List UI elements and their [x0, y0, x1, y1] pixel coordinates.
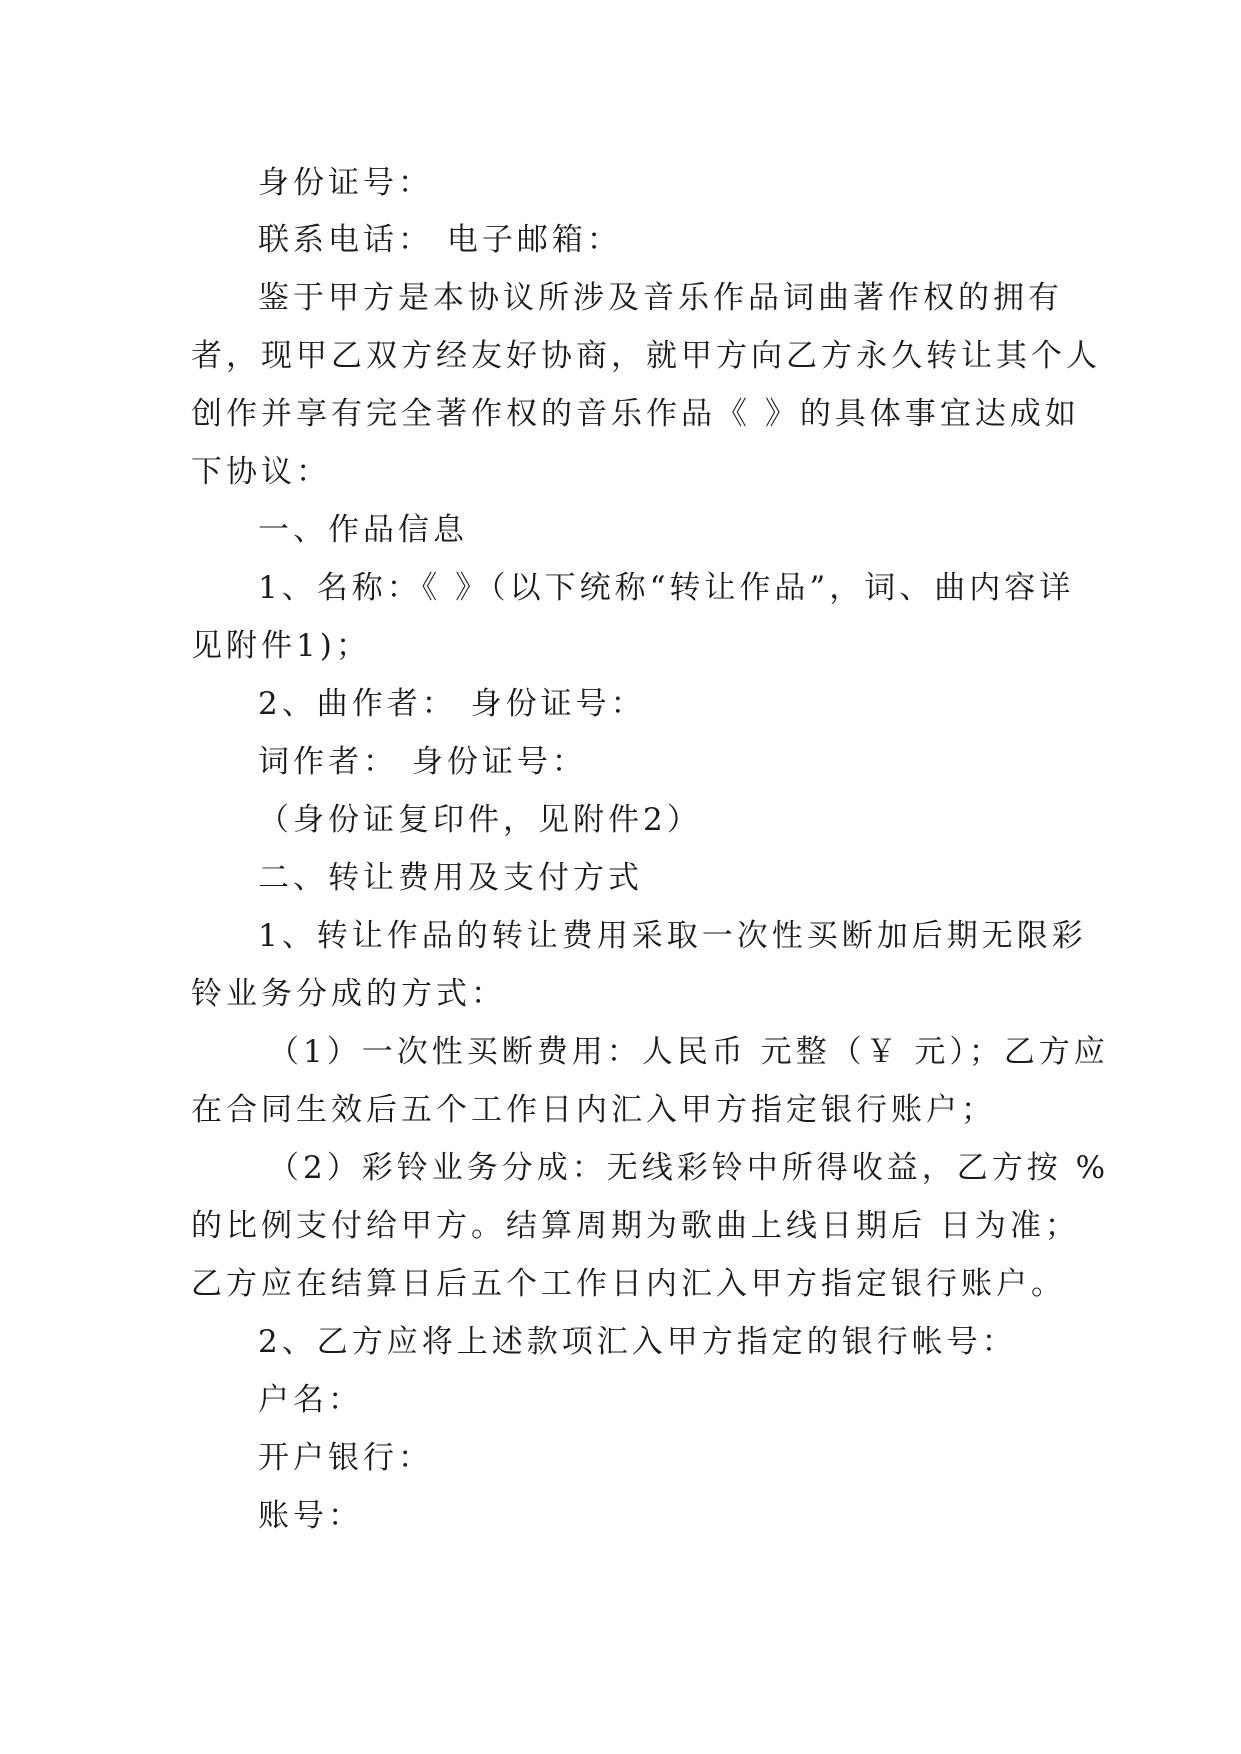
ringtone-share-line-3: 乙方应在结算日后五个工作日内汇入甲方指定银行账户。: [191, 1266, 1066, 1302]
account-name-label: 户名：: [258, 1382, 363, 1418]
buyout-fee-line-2: 在合同生效后五个工作日内汇入甲方指定银行账户；: [191, 1092, 996, 1128]
lyricist-line: 词作者： 身份证号：: [258, 744, 587, 780]
composer-line: 2、曲作者： 身份证号：: [258, 686, 646, 722]
section-heading-fees: 二、转让费用及支付方式: [258, 860, 643, 896]
ringtone-share-line-2: 的比例支付给甲方。结算周期为歌曲上线日期后 日为准；: [191, 1208, 1080, 1244]
preamble-line-4: 下协议：: [191, 454, 331, 490]
preamble-line-2: 者，现甲乙双方经友好协商，就甲方向乙方永久转让其个人: [191, 338, 1101, 374]
buyout-fee-line-1: （1）一次性买断费用：人民币 元整（￥ 元）；乙方应: [268, 1034, 1109, 1070]
ringtone-share-line-1: （2）彩铃业务分成：无线彩铃中所得收益，乙方按 %: [268, 1150, 1110, 1186]
account-number-label: 账号：: [258, 1498, 363, 1534]
bank-name-label: 开户银行：: [258, 1440, 433, 1476]
work-name-line-1: 1、名称：《 》（以下统称“转让作品”，词、曲内容详: [258, 570, 1075, 606]
bank-account-instruction: 2、乙方应将上述款项汇入甲方指定的银行帐号：: [258, 1324, 1017, 1360]
section-heading-work-info: 一、作品信息: [258, 512, 468, 548]
id-number-label: 身份证号：: [258, 165, 433, 201]
fees-line-2: 铃业务分成的方式：: [191, 976, 506, 1012]
fees-line-1: 1、转让作品的转让费用采取一次性买断加后期无限彩: [258, 918, 1087, 954]
preamble-line-1: 鉴于甲方是本协议所涉及音乐作品词曲著作权的拥有: [258, 280, 1063, 316]
preamble-line-3: 创作并享有完全著作权的音乐作品《 》的具体事宜达成如: [191, 396, 1080, 432]
work-name-line-2: 见附件1)；: [191, 628, 371, 664]
contact-phone-email-line: 联系电话： 电子邮箱：: [258, 222, 622, 258]
id-copy-note: （身份证复印件，见附件2）: [258, 802, 702, 838]
